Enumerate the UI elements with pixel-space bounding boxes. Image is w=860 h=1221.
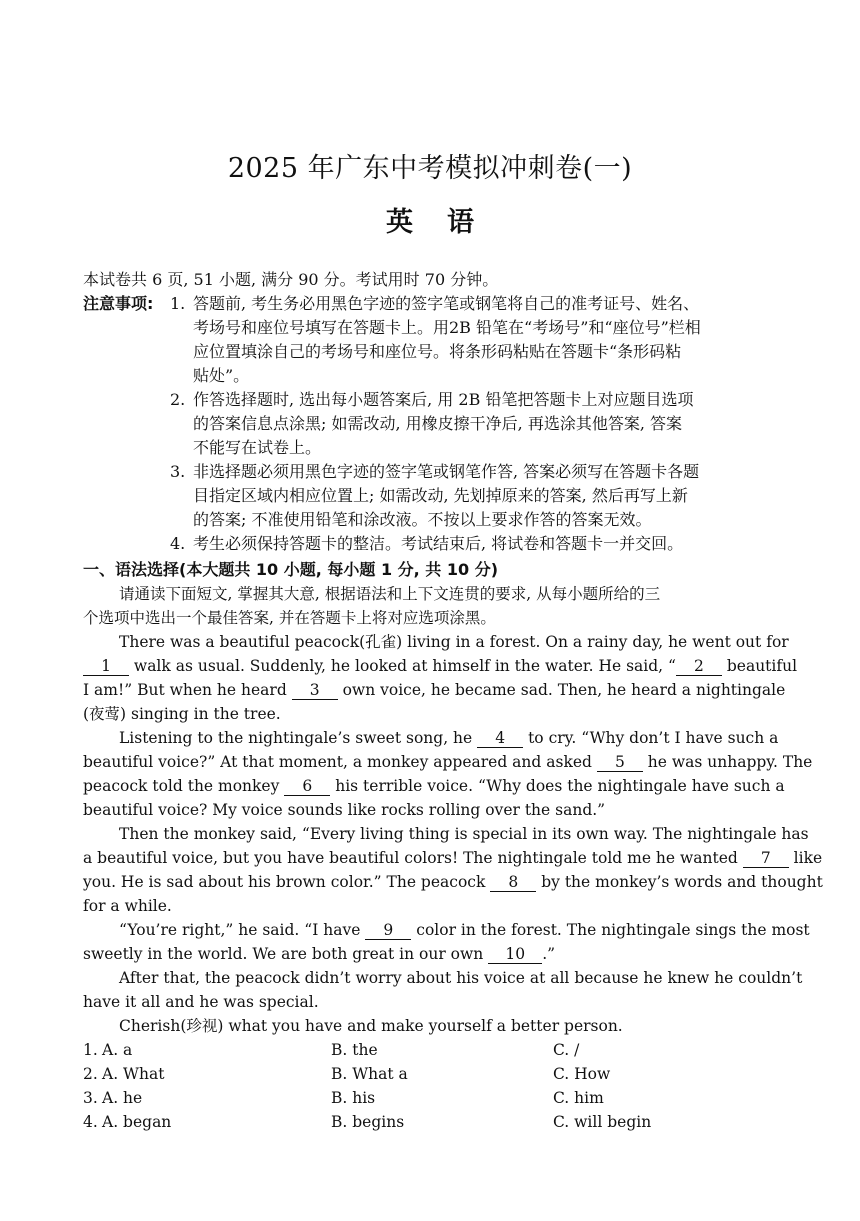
reading-passage xyxy=(83,630,823,1038)
passage-line: you. He is sad about his brown color.” The peacock 8 by the monkey’s words and thought xyxy=(83,873,823,891)
note-line: 目指定区域内相应位置上; 如需改动, 先划掉原来的答案, 然后再写上新 xyxy=(193,486,688,505)
note-item xyxy=(170,532,780,556)
question-row xyxy=(83,1086,783,1110)
passage-line: Cherish(珍视) what you have and make yourself a better person. xyxy=(119,1017,623,1035)
question-row xyxy=(83,1038,783,1062)
note-line: 作答选择题时, 选出每小题答案后, 用 2B 铅笔把答题卡上对应题目选项 xyxy=(193,390,694,409)
note-number: 2. xyxy=(170,390,186,409)
note-line: 考生必须保持答题卡的整洁。考试结束后, 将试卷和答题卡一并交回。 xyxy=(193,534,684,553)
exam-intro: 本试卷共 6 页, 51 小题, 满分 90 分。考试用时 70 分钟。 xyxy=(83,270,499,289)
blank-10: 10 xyxy=(488,945,542,964)
question-number: 1. xyxy=(83,1041,98,1059)
blank-9: 9 xyxy=(365,921,411,940)
passage-line: for a while. xyxy=(83,897,172,915)
note-line: 非选择题必须用黑色字迹的签字笔或钢笔作答, 答案必须写在答题卡各题 xyxy=(193,462,700,481)
note-line: 的答案; 不准使用铅笔和涂改液。不按以上要求作答的答案无效。 xyxy=(193,510,652,529)
note-number: 1. xyxy=(170,294,186,313)
note-item xyxy=(170,460,780,532)
passage-line: beautiful voice?” At that moment, a monkey appeared and asked 5 he was unhappy. The xyxy=(83,753,813,771)
passage-line: There was a beautiful peacock(孔雀) living in a forest. On a rainy day, he went out for xyxy=(119,633,789,651)
option-c: C. will begin xyxy=(553,1113,652,1131)
passage-line: sweetly in the world. We are both great in our own 10 .” xyxy=(83,945,556,963)
subject-char: 语 xyxy=(447,207,474,238)
option-a: A. What xyxy=(102,1065,165,1083)
passage-line: 1 walk as usual. Suddenly, he looked at himself in the water. He said, “ 2 beautiful xyxy=(83,654,778,678)
passage-line: beautiful voice? My voice sounds like rocks rolling over the sand.” xyxy=(83,801,606,819)
note-line: 贴处”。 xyxy=(193,366,250,385)
instruction-line: 个选项中选出一个最佳答案, 并在答题卡上将对应选项涂黑。 xyxy=(83,609,496,627)
question-row xyxy=(83,1110,783,1134)
note-number: 4. xyxy=(170,534,186,553)
note-line: 不能写在试卷上。 xyxy=(193,438,322,457)
blank-3: 3 xyxy=(292,681,338,700)
subject-char: 英 xyxy=(386,207,413,238)
blank-1: 1 xyxy=(83,657,129,676)
note-line: 答题前, 考生务必用黑色字迹的签字笔或钢笔将自己的准考证号、姓名、 xyxy=(193,294,700,313)
option-b: B. the xyxy=(331,1041,378,1059)
passage-line: “You’re right,” he said. “I have 9 color in the forest. The nightingale sings the most xyxy=(119,921,810,939)
note-item xyxy=(170,292,780,388)
blank-2: 2 xyxy=(676,657,722,676)
option-b: B. begins xyxy=(331,1113,405,1131)
question-row xyxy=(83,1062,783,1086)
blank-7: 7 xyxy=(743,849,789,868)
passage-line: After that, the peacock didn’t worry about his voice at all because he knew he couldn’t xyxy=(119,969,803,987)
passage-line: have it all and he was special. xyxy=(83,993,319,1011)
note-line: 的答案信息点涂黑; 如需改动, 用橡皮擦干净后, 再选涂其他答案, 答案 xyxy=(193,414,682,433)
option-a: A. a xyxy=(102,1041,133,1059)
note-line: 考场号和座位号填写在答题卡上。用2B 铅笔在“考场号”和“座位号”栏相 xyxy=(193,318,701,337)
option-a: A. began xyxy=(102,1113,172,1131)
passage-line: Then the monkey said, “Every living thing is special in its own way. The nightingale has xyxy=(119,825,809,843)
option-c: C. How xyxy=(553,1065,611,1083)
option-c: C. / xyxy=(553,1041,580,1059)
option-b: B. What a xyxy=(331,1065,408,1083)
notes-label: 注意事项: xyxy=(83,294,154,313)
question-number: 3. xyxy=(83,1089,98,1107)
blank-8: 8 xyxy=(490,873,536,892)
note-line: 应位置填涂自己的考场号和座位号。将条形码粘贴在答题卡“条形码粘 xyxy=(193,342,682,361)
passage-line: I am!” But when he heard 3 own voice, he became sad. Then, he heard a nightingale xyxy=(83,681,786,699)
passage-line: peacock told the monkey 6 his terrible voice. “Why does the nightingale have such a xyxy=(83,777,785,795)
note-item xyxy=(170,388,780,460)
option-c: C. him xyxy=(553,1089,604,1107)
exam-title: 2025 年广东中考模拟冲刺卷(一) xyxy=(227,153,633,184)
blank-5: 5 xyxy=(597,753,643,772)
section-instruction xyxy=(83,582,778,630)
subject-title xyxy=(0,200,860,239)
question-number: 4. xyxy=(83,1113,98,1131)
blank-6: 6 xyxy=(284,777,330,796)
passage-line: a beautiful voice, but you have beautiful colors! The nightingale told me he wanted 7 like xyxy=(83,849,823,867)
blank-4: 4 xyxy=(477,729,523,748)
passage-line: Listening to the nightingale’s sweet song, he 4 to cry. “Why don’t I have such a xyxy=(119,729,779,747)
instruction-line: 请通读下面短文, 掌握其大意, 根据语法和上下文连贯的要求, 从每小题所给的三 xyxy=(119,585,661,603)
note-number: 3. xyxy=(170,462,186,481)
section-heading: 一、语法选择(本大题共 10 小题, 每小题 1 分, 共 10 分) xyxy=(83,560,499,579)
option-b: B. his xyxy=(331,1089,376,1107)
question-number: 2. xyxy=(83,1065,98,1083)
passage-line: (夜莺) singing in the tree. xyxy=(83,705,281,723)
option-a: A. he xyxy=(102,1089,143,1107)
